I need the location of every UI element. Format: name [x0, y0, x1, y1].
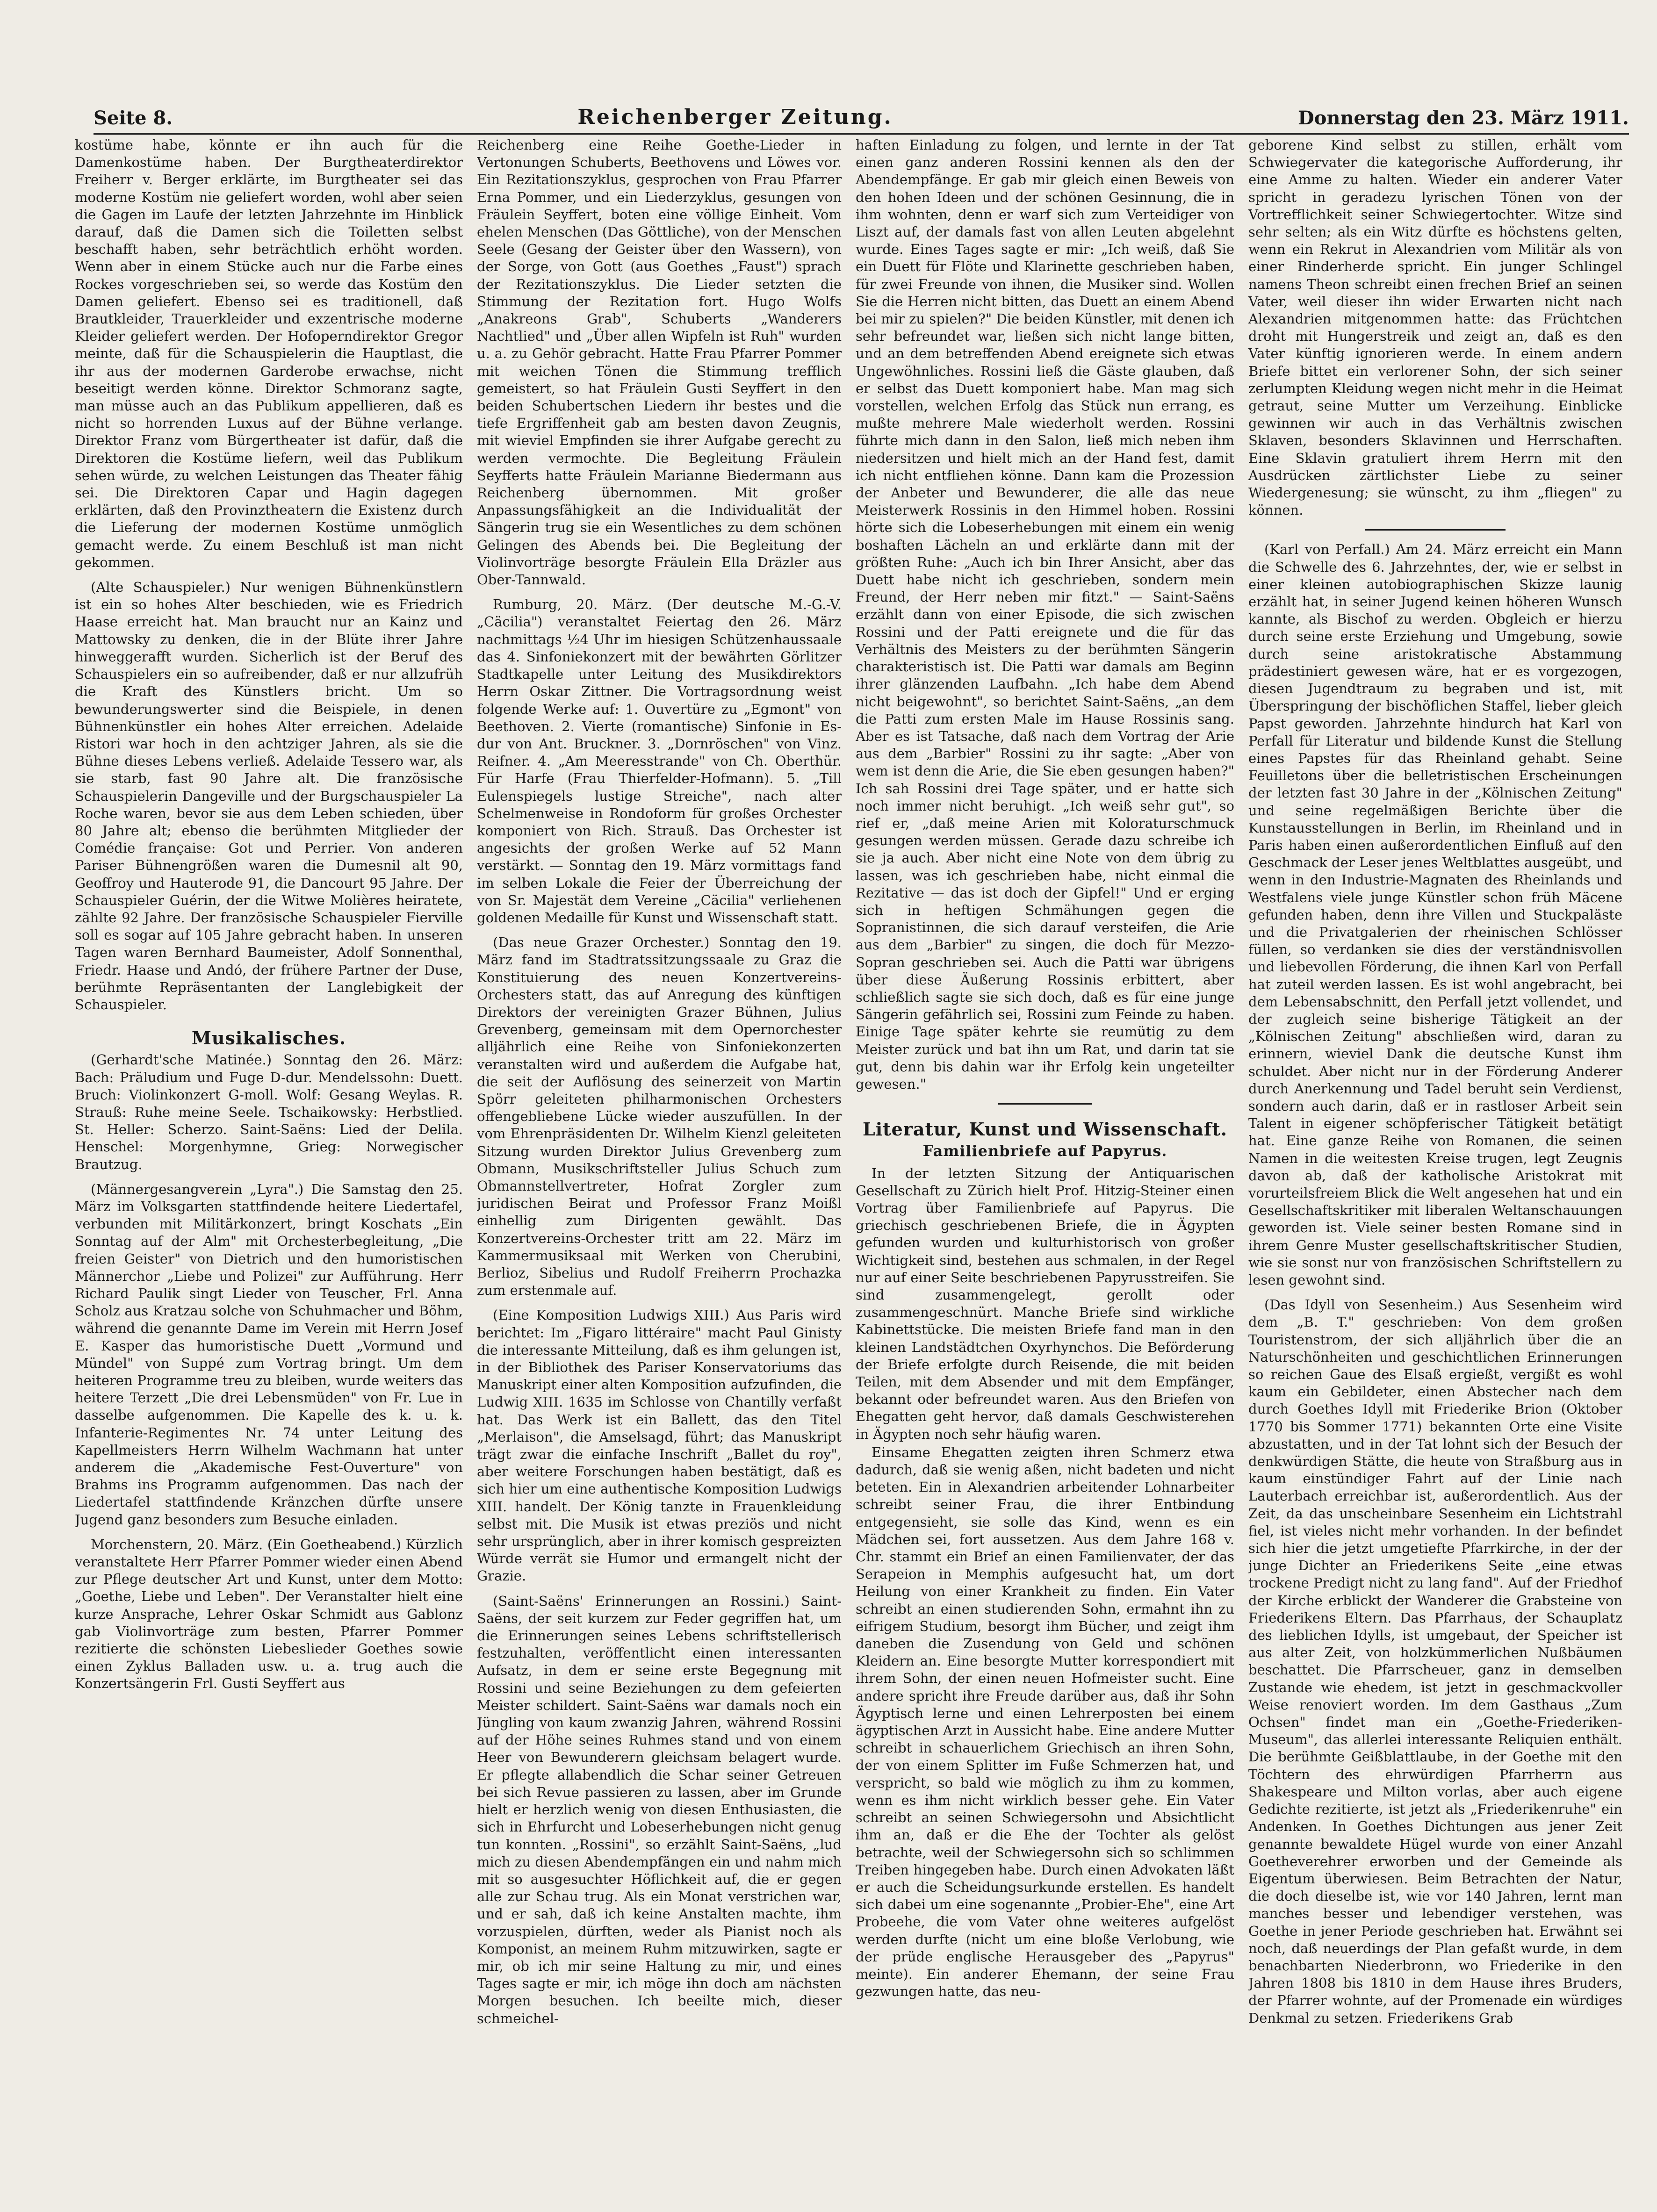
article-paragraph: kostüme habe, könnte er ihn auch für die Damenkostüme haben. Der Burgtheaterdirektor Freiherr v. Berger erklärte, im Burgtheater sei das moderne Kostüm nie geliefert worden, wohl aber seien die Gagen im Laufe der letzten Jahrzehnte im Hinblick darauf, daß die Damen sich die Toiletten selbst beschafft haben, sehr beträchtlich erhöht worden. Wenn aber in einem Stücke auch nur die Farbe eines Rockes vorgeschrieben sei, so werde das Kostüm den Damen geliefert. Ebenso sei es traditionell, daß Brautkleider, Trauerkleider und exzentrische moderne Kleider geliefert werden. Der Hofoperndirektor Gregor meinte, daß für die Schauspielerin die Hauptlast, die ihr aus der modernen Garderobe erwachse, nicht beseitigt werden könne. Direktor Schmoranz sagte, man müsse auch an das Publikum appellieren, daß es nicht so horrenden Luxus auf der Bühne verlange. Direktor Franz vom Bürgertheater ist dafür, daß die Direktoren die Kostüme liefern, weil das Publikum sehen würde, zu welchen Leistungen das Theater fähig sei. Die Direktoren Capar und Hagin dagegen erklärten, daß den Provinztheatern die Existenz durch die Lieferung der modernen Kostüme unmöglich gemacht werde. Zu einem Beschluß ist man nicht gekommen.: [75, 137, 463, 570]
article-paragraph: haften Einladung zu folgen, und lernte in der Tat einen ganz anderen Rossini kennen als den der Abendempfänge. Er gab mir gleich einen Beweis von den hohen Ideen und der schönen Gesinnung, die in ihm wohnten, denn er warf sich zum Verteidiger von Liszt auf, der damals fast von allen Leuten abgelehnt wurde. Eines Tages sagte er mir: „Ich weiß, daß Sie ein Duett für Flöte und Klarinette geschrieben haben, für zwei Freunde von ihnen, die Musiker sind. Wollen Sie die Herren nicht bitten, das Duett an einem Abend bei mir zu spielen?" Die beiden Künstler, mit denen ich sehr befreundet war, ließen sich nicht lange bitten, und an dem betreffenden Abend ereignete sich etwas Ungewöhnliches. Rossini ließ die Gäste glauben, daß er selbst das Duett komponiert habe. Man mag sich vorstellen, welchen Erfolg das Stück nun errang, es mußte mehrere Male wiederholt werden. Rossini führte mich dann in den Salon, ließ mich neben ihm niedersitzen und hielt mich an der Hand fest, damit ich nicht entfliehen könne. Dann kam die Prozession der Anbeter und Bewunderer, die alle das neue Meisterwerk Rossinis in den Himmel hoben. Rossini hörte sich die Lobeserhebungen mit einem ein wenig boshaften Lächeln an und erklärte dann mit der größten Ruhe: „Auch ich bin Ihrer Ansicht, aber das Duett habe nicht ich geschrieben, sondern mein Freund, der Herr neben mir fitzt." — Saint-Saëns erzählt dann von einer Episode, die sich zwischen Rossini und der Patti ereignete und die für das Verhältnis des Meisters zu der berühmten Sängerin charakteristisch ist. Die Patti war damals am Beginn ihrer glänzenden Laufbahn. „Ich habe dem Abend nicht beigewohnt", so berichtet Saint-Saëns, „an dem die Patti zum ersten Male im Hause Rossinis sang. Aber es ist Tatsache, daß nach dem Vortrag der Arie aus dem „Barbier" Rossini zu ihr sagte: „Aber von wem ist denn die Arie, die Sie eben gesungen haben?" Ich sah Rossini drei Tage später, und er hatte sich noch immer nicht beruhigt. „Ich weiß sehr gut", so rief er, „daß meine Arien mit Koloraturschmuck gesungen werden müssen. Gerade dazu schreibe ich sie ja auch. Aber nicht eine Note von dem übrig zu lassen, was ich geschrieben habe, nicht einmal die Rezitative — das ist doch der Gipfel!" Und er erging sich in heftigen Schmähungen gegen die Sopranistinnen, die sich darauf versteifen, die Arie aus dem „Barbier" zu singen, die doch für Mezzo-Sopran geschrieben sei. Auch die Patti war übrigens über diese Äußerung Rossinis erbittert, aber schließlich sagte sie sich doch, daß es für eine junge Sängerin gefährlich sei, Rossini zum Feinde zu haben. Einige Tage später kehrte sie reumütig zu dem Meister zurück und bat ihn um Rat, und darin tat sie gut, denn bis dahin war ihr Erfolg kein ungeteilter gewesen.": [856, 137, 1234, 1092]
section-divider: [998, 1103, 1092, 1105]
section-divider: [1365, 529, 1506, 531]
article-paragraph: (Alte Schauspieler.) Nur wenigen Bühnenkünstlern ist ein so hohes Alter beschieden, wie es Friedrich Haase erreicht hat. Man braucht nur an Kainz und Mattowsky zu denken, die in der Blüte ihrer Jahre hinweggerafft wurden. Sicherlich ist der Beruf des Schauspielers ein so aufreibender, daß er nur allzufrüh die Kraft des Künstlers bricht. Um so bewunderungswerter sind die Beispiele, in denen Bühnenkünstler ein hohes Alter erreichen. Adelaide Ristori war hoch in den achtziger Jahren, als sie die Bühne dieses Lebens verließ. Adelaide Tessero war, als sie starb, fast 90 Jahre alt. Die französische Schauspielerin Dangeville und der Burgschauspieler La Roche waren, bevor sie aus dem Leben schieden, über 80 Jahre alt; ebenso die berühmten Mitglieder der Comédie française: Got und Perrier. Von anderen Pariser Bühnengrößen waren die Dumesnil alt 90, Geoffroy und Hauterode 91, die Dancourt 95 Jahre. Der Schauspieler Guérin, der die Witwe Molières heiratete, zählte 92 Jahre. Der französische Schauspieler Fierville soll es sogar auf 105 Jahre gebracht haben. In unseren Tagen waren Bernhard Baumeister, Adolf Sonnenthal, Friedr. Haase und Andó, der frühere Partner der Duse, berühmte Repräsentanten der Langlebigkeit der Schauspieler.: [75, 579, 463, 1013]
issue-date: Donnerstag den 23. März 1911.: [1298, 107, 1629, 129]
article-paragraph: Reichenberg eine Reihe Goethe-Lieder in Vertonungen Schuberts, Beethovens und Löwes vor. Ein Rezitationszyklus, gesprochen von Frau Pfarrer Erna Pommer, und ein Liederzyklus, gesungen von Fräulein Seyffert, boten eine völlige Einheit. Vom ehelen Menschen (Das Göttliche), von der Menschen Seele (Gesang der Geister über den Wassern), von der Sorge, von Gott (aus Goethes „Faust") sprach der Rezitationszyklus. Die Lieder setzten die Stimmung der Rezitation fort. Hugo Wolfs „Anakreons Grab", Schuberts „Wanderers Nachtlied" und „Über allen Wipfeln ist Ruh" wurden u. a. zu Gehör gebracht. Hatte Frau Pfarrer Pommer mit weichen Tönen die Stimmung trefflich gemeistert, so hat Fräulein Gusti Seyffert in den beiden Schubertschen Liedern ihr bestes und die tiefe Ergriffenheit gab am besten davon Zeugnis, mit wieviel Empfinden sie ihrer Aufgabe gerecht zu werden vermochte. Die Begleitung Fräulein Seyfferts hatte Fräulein Marianne Biedermann aus Reichenberg übernommen. Mit großer Anpassungsfähigkeit an die Individualität der Sängerin trug sie ein Wesentliches zu dem schönen Gelingen des Abends bei. Die Begleitung der Violinvorträge besorgte Fräulein Ella Dräzler aus Ober-Tannwald.: [477, 137, 842, 588]
article-paragraph: (Karl von Perfall.) Am 24. März erreicht ein Mann die Schwelle des 6. Jahrzehntes, der, wie er selbst in einer kleinen autobiographischen Skizze launig erzählt hat, in seiner Jugend keinen höheren Wunsch kannte, als Bischof zu werden. Obgleich er hierzu durch seine erste Erziehung und Umgebung, sowie durch seine aristokratische Abstammung prädestiniert gewesen wäre, hat er es vorgezogen, diesen Jugendtraum zu begraben und ist, mit Überspringung der bischöflichen Staffel, lieber gleich Papst geworden. Jahrzehnte hindurch hat Karl von Perfall für Literatur und bildende Kunst die Stellung eines Papstes für das Rheinland gehabt. Seine Feuilletons über die belletristischen Erscheinungen der letzten fast 30 Jahre in der „Kölnischen Zeitung" und seine regelmäßigen Berichte über die Kunstausstellungen in Berlin, im Rheinland und in Paris haben einen außerordentlichen Einfluß auf den Geschmack der Leser jenes Weltblattes ausgeübt, und wenn in den Industrie-Magnaten des Rheinlands und Westfalens viele junge Künstler schon früh Mäcene gefunden haben, denn ihre Villen und Stuckpaläste und die Privatgalerien der rheinischen Schlösser füllen, so verdanken sie dies der verständnisvollen und liebevollen Förderung, die ihnen Karl von Perfall hat zuteil werden lassen. Es ist wohl angebracht, bei dem Lebensabschnitt, den Perfall jetzt vollendet, und der zugleich seine bisherige Tätigkeit an der „Kölnischen Zeitung" abschließen wird, daran zu erinnern, wieviel Dank die deutsche Kunst ihm schuldet. Aber nicht nur in der Förderung Anderer durch Anerkennung und Tadel beruht sein Verdienst, sondern auch darin, daß er in rastloser Arbeit sein Talent in eigener schöpferischer Tätigkeit betätigt hat. Eine ganze Reihe von Romanen, die seinen Namen in die weitesten Kreise trugen, legt Zeugnis davon ab, daß der katholische Aristokrat mit vorurteilsfreiem Blick die Welt angesehen hat und ein Gesellschaftskritiker mit liberalen Weltanschauungen geworden ist. Viele seiner besten Romane sind in ihrem Genre Muster gesellschaftskritischer Studien, wie sie sonst nur von französischen Schriftstellern zu lesen gewohnt sind.: [1248, 541, 1622, 1288]
page-number: Seite 8.: [94, 107, 173, 129]
page-header: [94, 103, 1629, 135]
article-paragraph: Einsame Ehegatten zeigten ihren Schmerz etwa dadurch, daß sie wenig aßen, nicht badeten und nicht beteten. Ein in Alexandrien arbeitender Lohnarbeiter schreibt seiner Frau, die ihrer Entbindung entgegensieht, sie solle das Kind, wenn es ein Mädchen sei, fort aussetzen. Aus dem Jahre 168 v. Chr. stammt ein Brief an einen Familienvater, der das Serapeion in Memphis aufgesucht hat, um dort Heilung von einer Krankheit zu finden. Ein Vater schreibt an einen studierenden Sohn, ermahnt ihn zu eifrigem Studium, besorgt ihm Bücher, und zeigt ihm daneben die Zusendung von Geld und schönen Kleidern an. Eine besorgte Mutter korrespondiert mit ihrem Sohn, der einen neuen Hofmeister sucht. Eine andere spricht ihre Freude darüber aus, daß ihr Sohn Ägyptisch lerne und einen Lehrerposten bei einem ägyptischen Arzt in Aussicht habe. Eine andere Mutter schreibt in schauerlichem Griechisch an ihren Sohn, der von einem Splitter im Fuße Schmerzen hat, und verspricht, so bald wie möglich zu ihm zu kommen, wenn es ihm nicht wirklich besser gehe. Ein Vater schreibt an seinen Schwiegersohn und Absichtlicht ihm an, daß er die Ehe der Tochter als gelöst betrachte, weil der Schwiegersohn sich so schlimmen Treiben hingegeben habe. Durch einen Advokaten läßt er auch die Scheidungsurkunde erstellen. Es handelt sich dabei um eine sogenannte „Probier-Ehe", eine Art Probeehe, die vom Vater ohne weiteres aufgelöst werden durfte (nicht um eine bloße Verlobung, wie der prüde englische Herausgeber des „Papyrus" meinte). Ein anderer Ehemann, der seine Frau gezwungen hatte, das neu-: [856, 1444, 1234, 2000]
article-paragraph: Morchenstern, 20. März. (Ein Goetheabend.) Kürzlich veranstaltete Herr Pfarrer Pommer wieder einen Abend zur Pflege deutscher Art und Kunst, unter dem Motto: „Goethe, Liebe und Leben". Der Veranstalter hielt eine kurze Ansprache, Lehrer Oskar Schmidt aus Gablonz gab Violinvorträge zum besten, Pfarrer Pommer rezitierte die schönsten Liebeslieder Goethes sowie einen Zyklus Balladen usw. u. a. trug auch die Konzertsängerin Frl. Gusti Seyffert aus: [75, 1536, 463, 1692]
article-paragraph: (Eine Komposition Ludwigs XIII.) Aus Paris wird berichtet: Im „Figaro littéraire" macht Paul Ginisty die interessante Mitteilung, daß es ihm gelungen ist, in der Bibliothek des Pariser Konservatoriums das Manuskript einer alten Komposition aufzufinden, die Ludwig XIII. 1635 im Schlosse von Chantilly verfaßt hat. Das Werk ist ein Ballett, das den Titel „Merlaison", die Amselsagd, führt; das Manuskript trägt zwar die einfache Inschrift „Ballet du roy", aber weitere Forschungen haben bestätigt, daß es sich hier um eine authentische Komposition Ludwigs XIII. handelt. Der König tanzte in Frauenkleidung selbst mit. Die Musik ist etwas preziös und nicht sehr ursprünglich, aber in ihrer komisch gespreizten Würde verrät sie Humor und ermangelt nicht der Grazie.: [477, 1307, 842, 1584]
article-paragraph: (Saint-Saëns' Erinnerungen an Rossini.) Saint-Saëns, der seit kurzem zur Feder gegriffen hat, um die Erinnerungen seines Lebens schriftstellerisch festzuhalten, veröffentlicht einen interessanten Aufsatz, in dem er seine erste Begegnung mit Rossini und seine Beziehungen zu dem gefeierten Meister schildert. Saint-Saëns war damals noch ein Jüngling von kaum zwanzig Jahren, während Rossini auf der Höhe seines Ruhmes stand und von einem Heer von Bewunderern gleichsam belagert wurde. Er pflegte allabendlich die Schar seiner Getreuen bei sich Revue passieren zu lassen, aber im Grunde hielt er herzlich wenig von diesen Enthusiasten, die sich in Ehrfurcht und Lobeserhebungen nicht genug tun konnten. „Rossini", so erzählt Saint-Saëns, „lud mich zu diesen Abendempfängen ein und nahm mich mit so ausgesuchter Höflichkeit auf, die er gegen alle zur Schau trug. Als ein Monat verstrichen war, und er sah, daß ich keine Anstalten machte, ihm vorzuspielen, dürften, weder als Pianist noch als Komponist, an meinem Ruhm mitzuwirken, sagte er mir, ob ich mir seine Haltung zu mir, und eines Tages sagte er mir, ich möge ihn doch am nächsten Morgen besuchen. Ich beeilte mich, dieser schmeichel-: [477, 1593, 842, 2026]
article-paragraph: In der letzten Sitzung der Antiquarischen Gesellschaft zu Zürich hielt Prof. Hitzig-Steiner einen Vortrag über Familienbriefe auf Papyrus. Die griechisch geschriebenen Briefe, die in Ägypten gefunden wurden und kulturhistorisch von großer Wichtigkeit sind, bestehen aus schmalen, in der Regel nur auf einer Seite beschriebenen Papyrusstreifen. Sie sind zusammengelegt, gerollt oder zusammengeschnürt. Manche Briefe sind wirkliche Kabinettstücke. Die meisten Briefe fand man in den kleinen Landstädtchen Oxyrhynchos. Die Beförderung der Briefe erfolgte durch Reisende, die mit beiden Teilen, mit dem Absender und mit dem Empfänger, bekannt oder befreundet waren. Aus den Briefen von Ehegatten geht hervor, daß damals Geschwisterehen in Ägypten noch sehr häufig waren.: [856, 1165, 1234, 1442]
column-2: [477, 136, 842, 2198]
column-1: [75, 136, 463, 2198]
article-paragraph: (Gerhardt'sche Matinée.) Sonntag den 26. März: Bach: Präludium und Fuge D-dur. Mendelssohn: Duett. Bruch: Violinkonzert G-moll. Wolf: Gesang Weylas. R. Strauß: Ruhe meine Seele. Tschaikowsky: Herbstlied. St. Heller: Scherzo. Saint-Saëns: Lied der Delila. Henschel: Morgenhymne, Grieg: Norwegischer Brautzug.: [75, 1052, 463, 1172]
article-paragraph: (Das neue Grazer Orchester.) Sonntag den 19. März fand im Stadtratssitzungssaale zu Graz die Konstituierung des neuen Konzertvereins-Orchesters statt, das auf Anregung des künftigen Direktors der vereinigten Grazer Bühnen, Julius Grevenberg, gemeinsam mit dem Opernorchester alljährlich eine Reihe von Sinfoniekonzerten veranstalten wird und außerdem die Aufgabe hat, die seit der Auflösung des seinerzeit von Martin Spörr geleiteten philharmonischen Orchesters offengebliebene Lücke wieder auszufüllen. In der vom Ehrenpräsidenten Dr. Wilhelm Kienzl geleiteten Sitzung wurden Direktor Julius Grevenberg zum Obmann, Musikschriftsteller Julius Schuch zum Obmannstellvertreter, Hofrat Zorgler zum juridischen Beirat und Professor Franz Moißl einhellig zum Dirigenten gewählt. Das Konzertvereins-Orchester tritt am 22. März im Kammermusiksaal mit Werken von Cherubini, Berlioz, Sibelius und Rudolf Freiherrn Prochazka zum erstenmale auf.: [477, 934, 842, 1299]
column-3: [856, 136, 1234, 2198]
column-4: [1248, 136, 1622, 2198]
text-columns: [75, 136, 1643, 2198]
article-paragraph: geborene Kind selbst zu stillen, erhält vom Schwiegervater die kategorische Aufforderung, ihr eine Amme zu halten. Wieder ein anderer Vater spricht in geradezu lyrischen Tönen von der Vortrefflichkeit seiner Schwiegertochter. Witze sind sehr selten; als ein Witz dürfte es höchstens gelten, wenn ein Rekrut in Alexandrien vom Militär als von einer Rinderherde spricht. Ein junger Schlingel namens Theon schreibt einen frechen Brief an seinen Vater, weil dieser ihn wider Erwarten nicht nach Alexandrien mitgenommen hatte: das Früchtchen droht mit Hungerstreik und zeigt an, daß es den Vater künftig ignorieren werde. In einem andern Briefe bittet ein verlorener Sohn, der sich seiner zerlumpten Kleidung wegen nicht mehr in die Heimat getraut, seine Mutter um Verzeihung. Einblicke gewinnen wir auch in das Verhältnis zwischen Sklaven, besonders Sklavinnen und Herrschaften. Eine Sklavin gratuliert ihrem Herrn mit den Ausdrücken zärtlichster Liebe zu seiner Wiedergenesung; sie wünscht, zu ihm „fliegen" zu können.: [1248, 137, 1622, 518]
article-paragraph: (Männergesangverein „Lyra".) Die Samstag den 25. März im Volksgarten stattfindende heitere Liedertafel, verbunden mit Militärkonzert, bringt Koschats „Ein Sonntag auf der Alm" mit Orchesterbegleitung, „Die freien Geister" von Dietrich und den humoristischen Männerchor „Liebe und Polizei" zur Aufführung. Herr Richard Paulik singt Lieder von Teuscher, Frl. Anna Scholz aus Kratzau solche von Schuhmacher und Böhm, während die genannte Dame im Verein mit Herrn Josef E. Kasper das humoristische Duett „Vormund und Mündel" von Suppé zum Vortrag bringt. Um dem heiteren Programme treu zu bleiben, wurde weiters das heitere Terzett „Die drei Lebensmüden" von Fr. Lue in dasselbe aufgenommen. Die Kapelle des k. u. k. Infanterie-Regimentes Nr. 74 unter Leitung des Kapellmeisters Herrn Wilhelm Wachmann hat unter anderem die „Akademische Fest-Ouverture" von Brahms ins Programm aufgenommen. Das nach der Liedertafel stattfindende Kränzchen dürfte unsere Jugend ganz besonders zum Besuche einladen.: [75, 1181, 463, 1528]
article-paragraph: Rumburg, 20. März. (Der deutsche M.-G.-V. „Cäcilia") veranstaltet Feiertag den 26. März nachmittags ½4 Uhr im hiesigen Schützenhaussaale das 4. Sinfoniekonzert mit der bewährten Görlitzer Stadtkapelle unter Leitung des Musikdirektors Herrn Oskar Zittner. Die Vortragsordnung weist folgende Werke auf: 1. Ouvertüre zu „Egmont" von Beethoven. 2. Vierte (romantische) Sinfonie in Es-dur von Ant. Bruckner. 3. „Dornröschen" von Vinz. Reifner. 4. „Am Meeresstrande" von Ch. Oberthür. Für Harfe (Frau Thierfelder-Hofmann). 5. „Till Eulenspiegels lustige Streiche", nach alter Schelmenweise in Rondoform für großes Orchester komponiert von Rich. Strauß. Das Orchester ist angesichts der großen Werke auf 52 Mann verstärkt. — Sonntag den 19. März vormittags fand im selben Lokale die Feier der Überreichung der von Sr. Majestät dem Vereine „Cäcilia" verliehenen goldenen Medaille für Kunst und Wissenschaft statt.: [477, 596, 842, 926]
section-heading-music: Musikalisches.: [191, 1027, 346, 1049]
section-heading-literature: Literatur, Kunst und Wissenschaft.: [862, 1119, 1228, 1140]
article-heading-papyrus: Familienbriefe auf Papyrus.: [922, 1142, 1167, 1160]
masthead: Reichenberger Zeitung.: [577, 105, 893, 129]
article-paragraph: (Das Idyll von Sesenheim.) Aus Sesenheim wird dem „B. T." geschrieben: Von dem großen Touristenstrom, der sich alljährlich über die an Naturschönheiten und geschichtlichen Erinnerungen so reichen Gaue des Elsaß ergießt, vergißt es wohl kaum ein Gebildeter, einen Abstecher nach dem durch Goethes Idyll mit Friederike Brion (Oktober 1770 bis Sommer 1771) bekannten Orte eine Visite abzustatten, und in der Tat lohnt sich der Besuch der denkwürdigen Stätte, die heute von Straßburg aus in kaum einstündiger Fahrt auf der Linie nach Lauterbach erreichbar ist, außerordentlich. Aus der Zeit, da das unscheinbare Sesenheim ein Lichtstrahl fiel, ist vieles nicht mehr vorhanden. In der befindet sich hier die jetzt umgetiefte Pfarrkirche, in der der junge Dichter an Friederikens Seite „eine etwas trockene Predigt nicht zu lang fand". Auf der Friedhof der Kirche erblickt der Wanderer die Grabsteine von Friederikens Eltern. Das Pfarrhaus, der Schauplatz des lieblichen Idylls, ist umgebaut, der Speicher ist aus alter Zeit, von holzkümmerlichen Nußbäumen beschattet. Die Pfarrscheuer, ganz in demselben Zustande wie ehedem, ist jetzt in geschmackvoller Weise renoviert worden. Im dem Gasthaus „Zum Ochsen" findet man ein „Goethe-Friederiken-Museum", das allerlei interessante Reliquien enthält. Die berühmte Geißblattlaube, in der Goethe mit den Töchtern des ehrwürdigen Pfarrherrn aus Shakespeare und Milton vorlas, aber auch eigene Gedichte rezitierte, ist jetzt als „Friederikenruhe" ein Andenken. In Goethes Dichtungen aus jener Zeit genannte bewaldete Hügel wurde von einer Anzahl Goetheverehrer erworben und der Gemeinde als Eigentum überwiesen. Beim Betrachten der Natur, die doch dieselbe ist, wie vor 140 Jahren, lernt man manches besser und lebendiger verstehen, was Goethe in jener Periode geschrieben hat. Erwähnt sei noch, daß neuerdings der Plan gefaßt wurde, in dem benachbarten Niederbronn, wo Friederike in den Jahren 1808 bis 1810 in dem Hause ihres Bruders, der Pfarrer wohnte, auf der Promenade ein würdiges Denkmal zu setzen. Friederikens Grab: [1248, 1297, 1622, 2026]
